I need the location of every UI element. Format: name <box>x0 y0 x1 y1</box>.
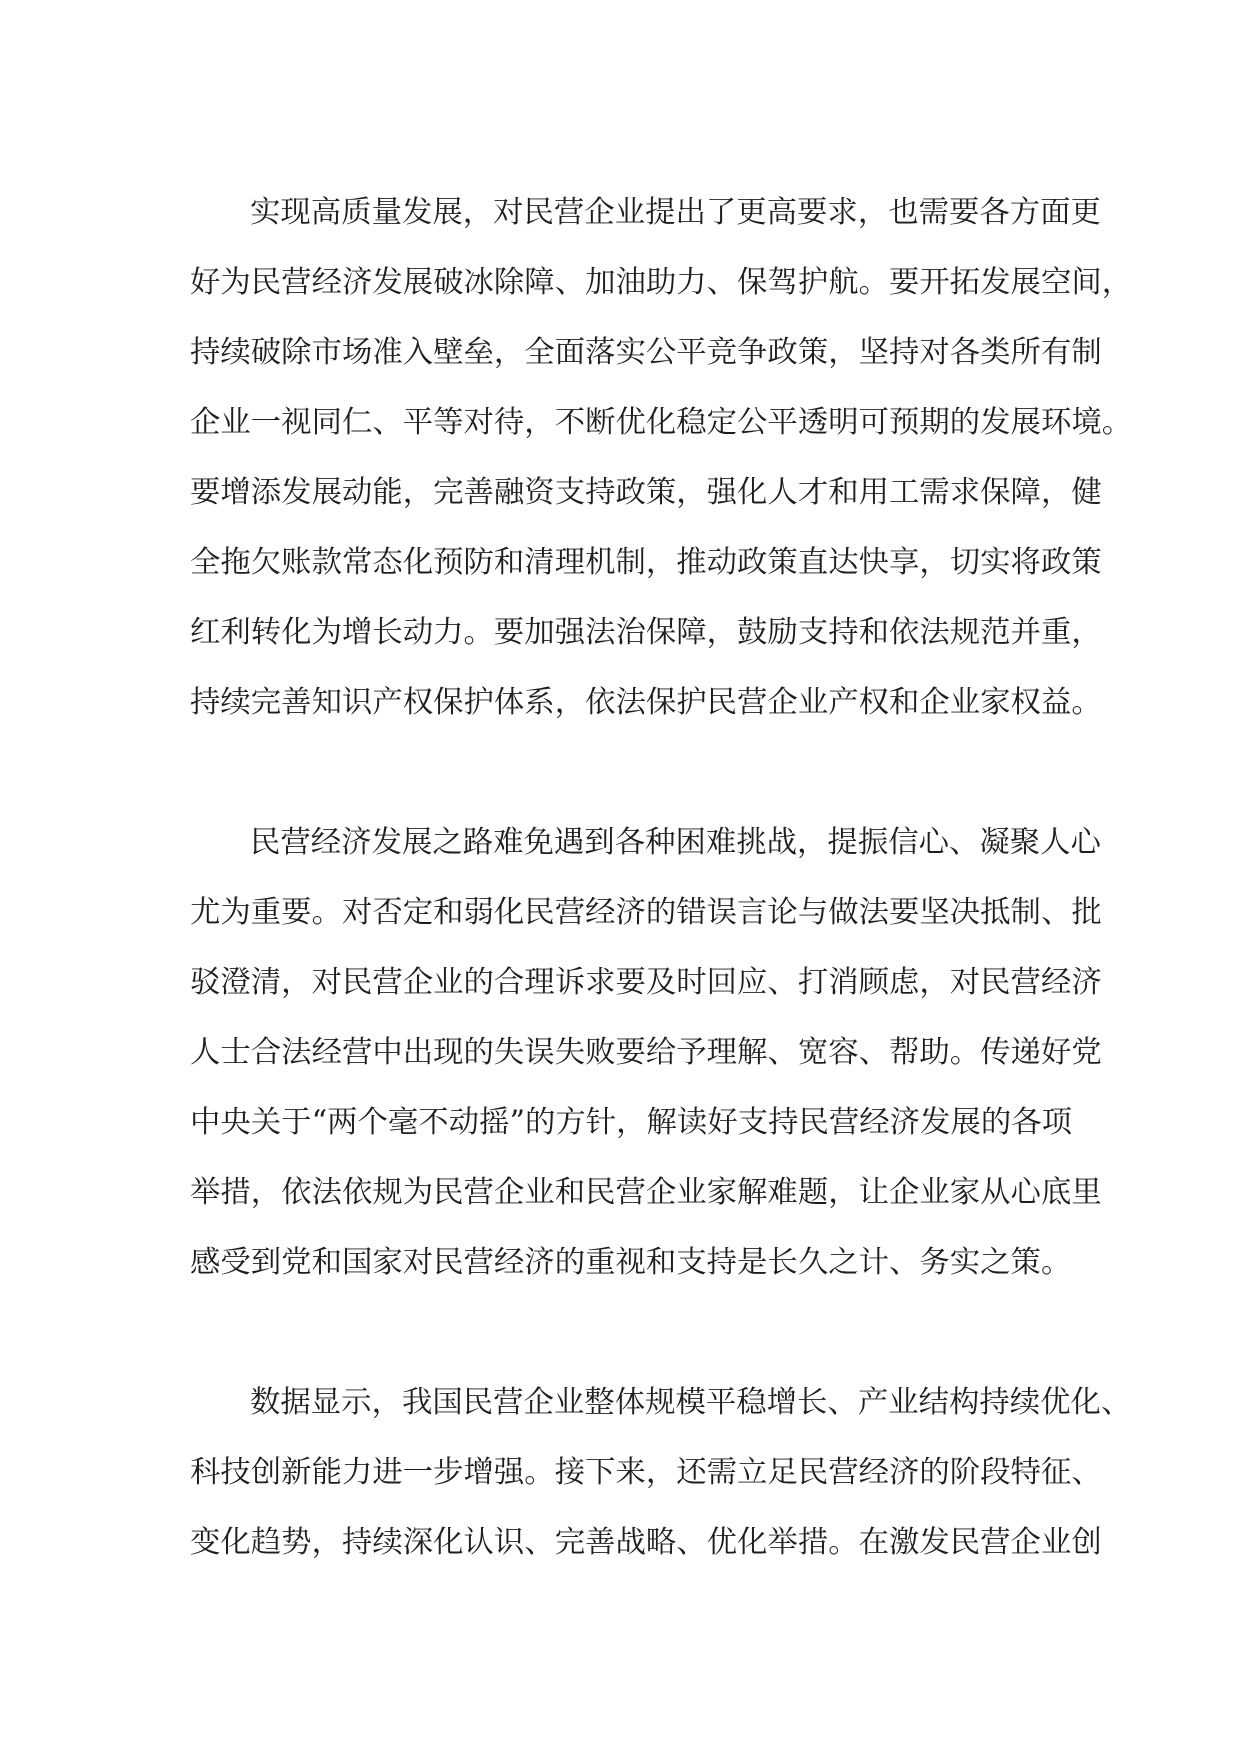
text-line: 全拖欠账款常态化预防和清理机制，推动政策直达快享，切实将政策 <box>190 545 1102 580</box>
text-line: 感受到党和国家对民营经济的重视和支持是长久之计、务实之策。 <box>190 1245 1072 1280</box>
text-line: 中央关于“两个毫不动摇”的方针，解读好支持民营经济发展的各项 <box>190 1105 1073 1140</box>
text-line: 民营经济发展之路难免遇到各种困难挑战，提振信心、凝聚人心 <box>250 825 1101 860</box>
text-line: 驳澄清，对民营企业的合理诉求要及时回应、打消顾虑，对民营经济 <box>190 965 1102 1000</box>
text-line: 举措，依法依规为民营企业和民营企业家解难题，让企业家从心底里 <box>190 1175 1102 1210</box>
text-line: 红利转化为增长动力。要加强法治保障，鼓励支持和依法规范并重， <box>190 615 1102 650</box>
text-line: 人士合法经营中出现的失误失败要给予理解、宽容、帮助。传递好党 <box>190 1035 1102 1070</box>
document-body <box>190 178 1133 1648</box>
paragraph-1 <box>190 178 1133 738</box>
text-line: 企业一视同仁、平等对待，不断优化稳定公平透明可预期的发展环境。 <box>190 405 1133 440</box>
text-line: 变化趋势，持续深化认识、完善战略、优化举措。在激发民营企业创 <box>190 1525 1102 1560</box>
text-line: 持续破除市场准入壁垒，全面落实公平竞争政策，坚持对各类所有制 <box>190 335 1102 370</box>
text-line: 要增添发展动能，完善融资支持政策，强化人才和用工需求保障，健 <box>190 475 1102 510</box>
text-line: 数据显示，我国民营企业整体规模平稳增长、产业结构持续优化、 <box>250 1385 1132 1420</box>
paragraph-3 <box>190 1368 1132 1578</box>
text-line: 好为民营经济发展破冰除障、加油助力、保驾护航。要开拓发展空间， <box>190 265 1133 300</box>
text-line: 实现高质量发展，对民营企业提出了更高要求，也需要各方面更 <box>250 195 1101 230</box>
text-line: 持续完善知识产权保护体系，依法保护民营企业产权和企业家权益。 <box>190 685 1102 720</box>
text-line: 尤为重要。对否定和弱化民营经济的错误言论与做法要坚决抵制、批 <box>190 895 1102 930</box>
paragraph-2 <box>190 808 1102 1298</box>
text-line: 科技创新能力进一步增强。接下来，还需立足民营经济的阶段特征、 <box>190 1455 1102 1490</box>
